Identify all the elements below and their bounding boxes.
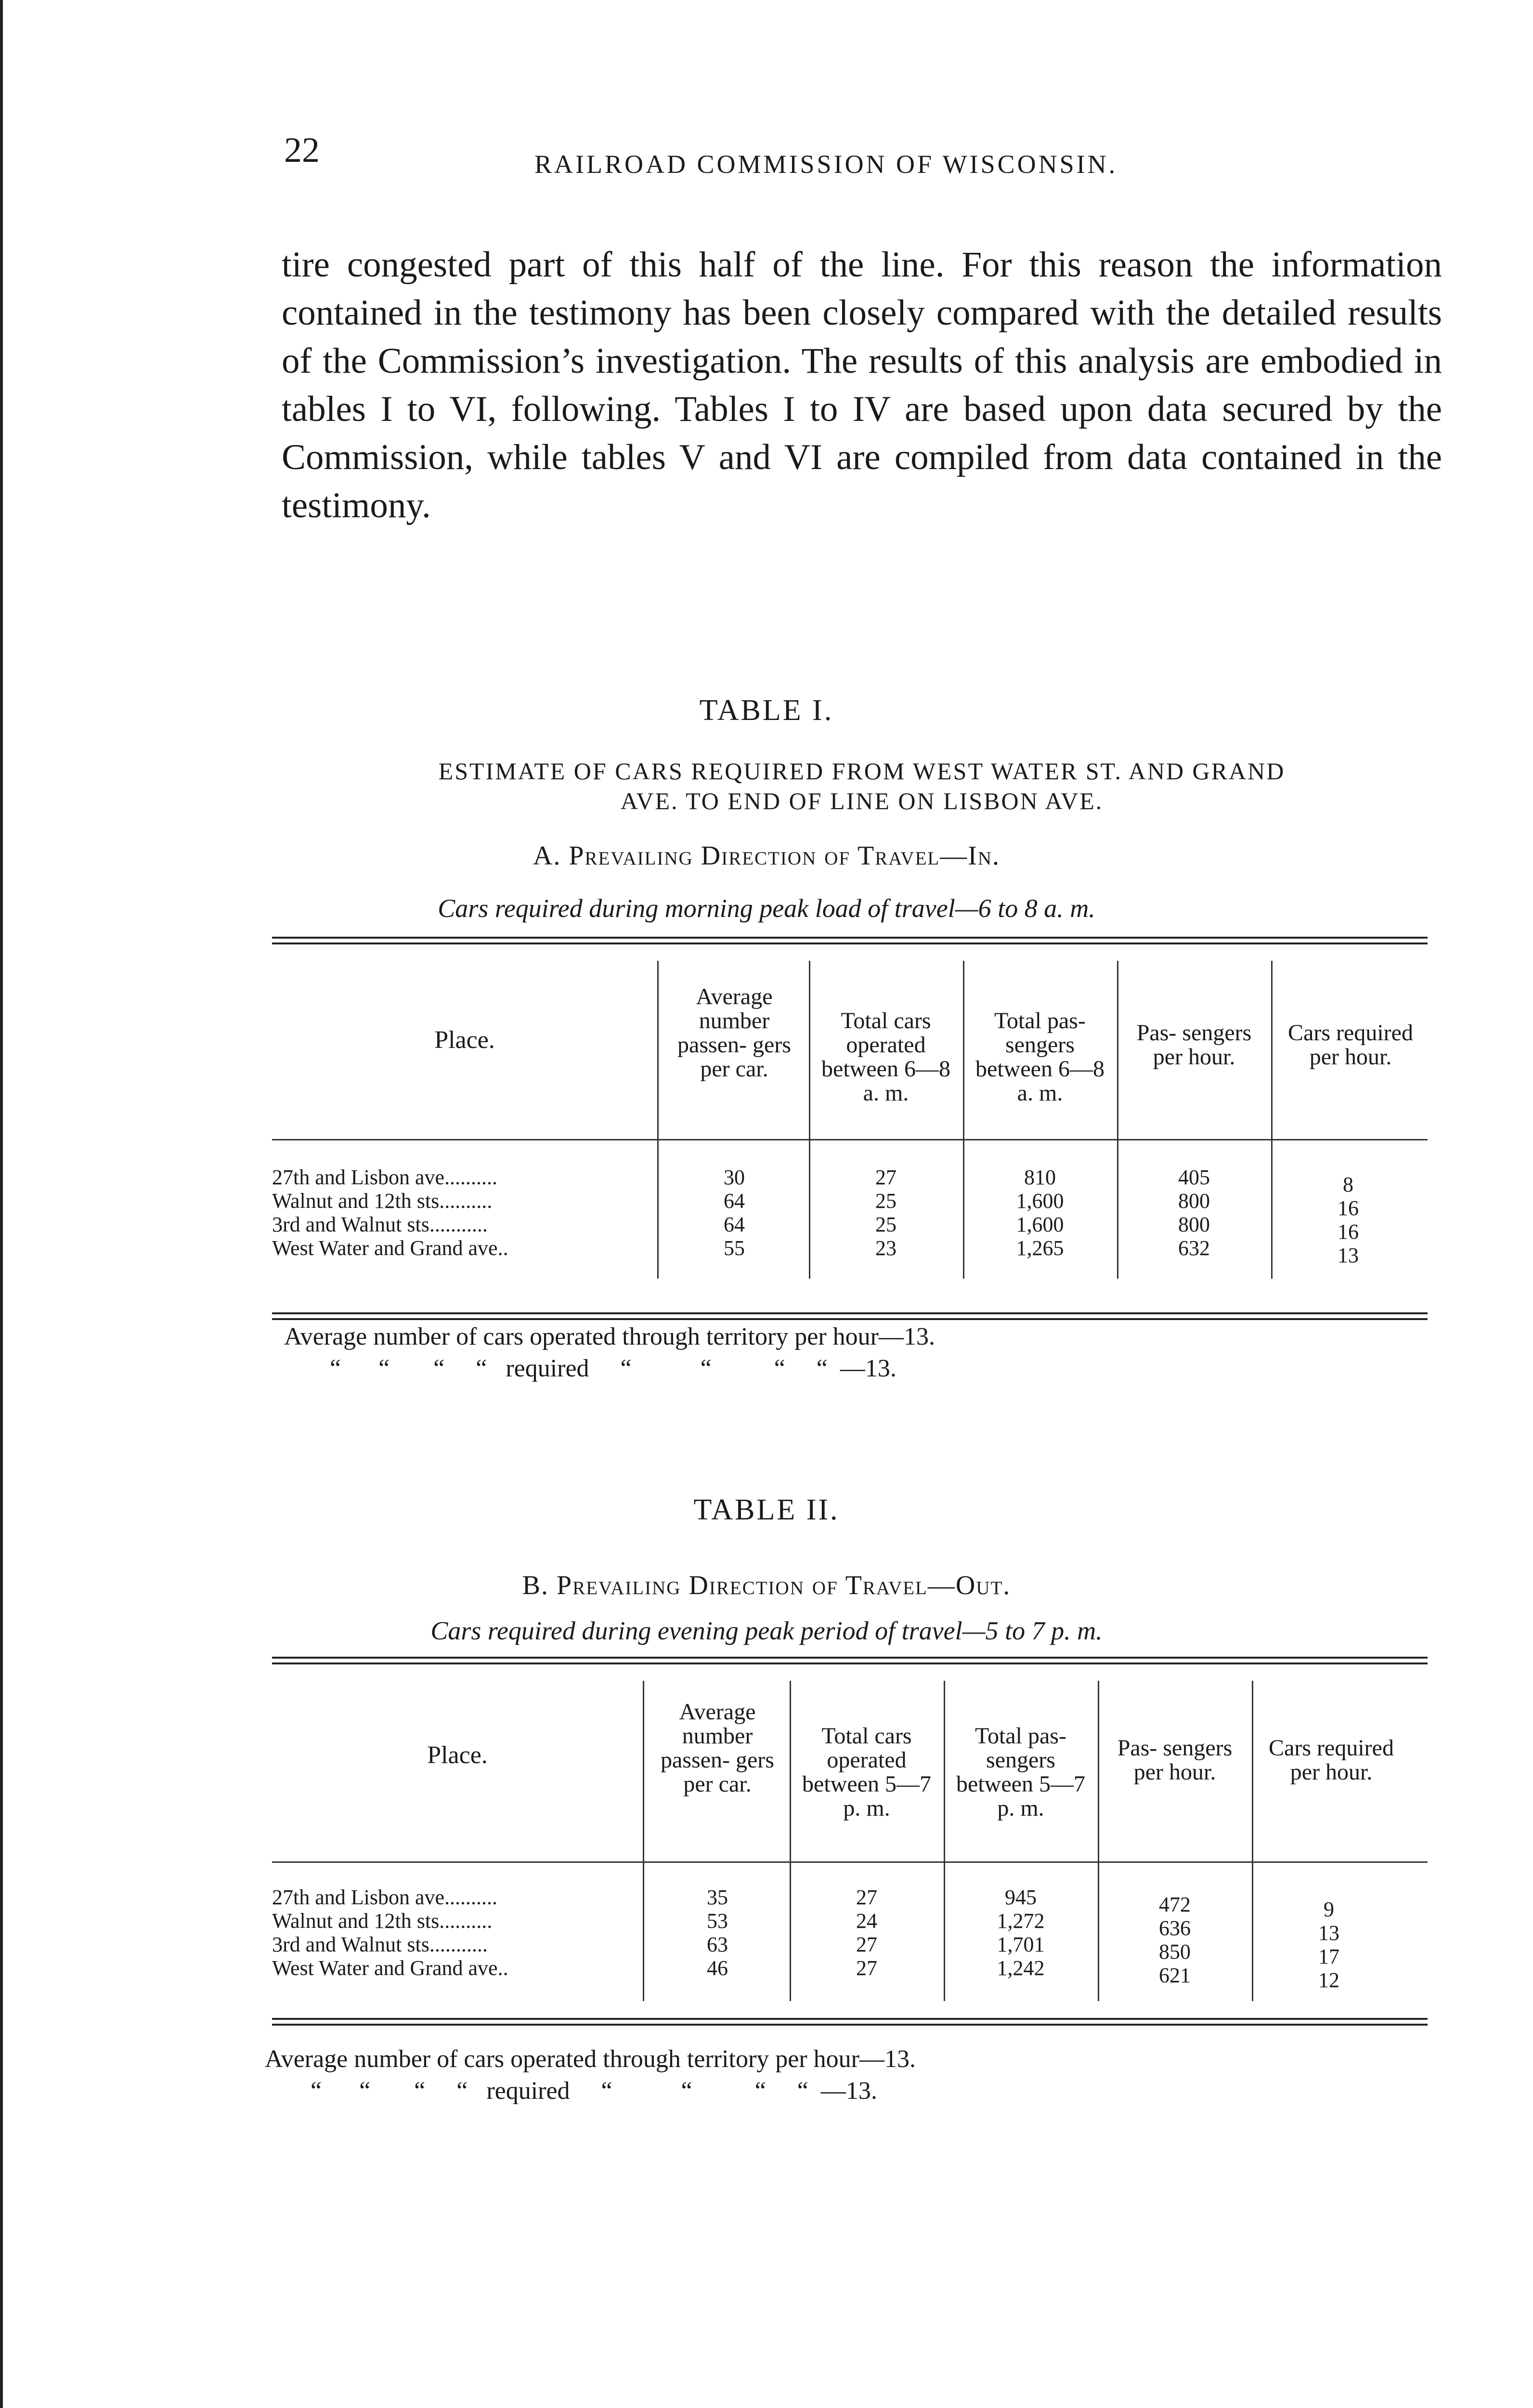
table1-caption-line2: AVE. TO END OF LINE ON LISBON AVE. xyxy=(620,787,1104,814)
table1-col-cars-hour: Cars required per hour. xyxy=(1288,1020,1413,1070)
table1-pass-hour: 405 xyxy=(1178,1165,1210,1189)
table1-col-place: Place. xyxy=(434,1026,495,1054)
table2-cars-hour: 9 xyxy=(1324,1898,1334,1921)
table2-cars-hour: 12 xyxy=(1318,1968,1339,1992)
table2-place: West Water and Grand ave.. xyxy=(272,1956,508,1980)
table1-caption xyxy=(284,756,1440,816)
table2-place: 27th and Lisbon ave.......... xyxy=(272,1885,498,1909)
table1-pass-hour: 800 xyxy=(1178,1213,1210,1236)
table1-total-pass: 810 xyxy=(1024,1165,1056,1189)
table1-total-cars: 25 xyxy=(875,1189,896,1213)
table2-avg: 63 xyxy=(707,1933,728,1956)
table1-divider xyxy=(1117,961,1118,1279)
table2-header-rule xyxy=(272,1861,1428,1863)
table2-col-pass-hour: Pas- sengers per hour. xyxy=(1117,1735,1233,1785)
table1-cars-hour: 13 xyxy=(1338,1243,1359,1267)
table2-pass-hour: 472 xyxy=(1159,1893,1191,1916)
table2-col-avg: Average number passen- gers per car. xyxy=(661,1699,774,1797)
table1-divider xyxy=(963,961,964,1279)
table1-col-total-pass: Total pas- sengers between 6—8 a. m. xyxy=(975,1008,1104,1106)
table1-col-avg: Average number passen- gers per car. xyxy=(677,984,791,1082)
table1-total-cars: 25 xyxy=(875,1213,896,1236)
table2-italic-caption: Cars required during evening peak period of travel—5 to 7 p. m. xyxy=(430,1616,1103,1645)
table2-total-cars: 27 xyxy=(856,1885,877,1909)
table2-total-pass: 1,242 xyxy=(997,1956,1045,1980)
table2-subhead-letter: B. xyxy=(522,1570,549,1600)
table1 xyxy=(272,937,1428,1336)
table2-avg: 35 xyxy=(707,1885,728,1909)
page-number: 22 xyxy=(284,131,320,170)
table2-total-cars: 27 xyxy=(856,1933,877,1956)
table1-col-pass-hour: Pas- sengers per hour. xyxy=(1136,1020,1252,1070)
table1-total-pass: 1,265 xyxy=(1016,1236,1064,1260)
page-header xyxy=(284,130,1440,193)
table2-subhead xyxy=(0,1570,1533,1601)
table2-avg: 46 xyxy=(707,1956,728,1980)
table2-col-place: Place. xyxy=(427,1741,488,1769)
table2-col-cars-hour: Cars required per hour. xyxy=(1269,1735,1394,1785)
table2-place: 3rd and Walnut sts........... xyxy=(272,1933,488,1956)
table2-avg-line1: Average number of cars operated through territory per hour—13. xyxy=(265,2045,916,2073)
table1-avg-line1: Average number of cars operated through territory per hour—13. xyxy=(284,1323,935,1350)
table2-col-total-pass: Total pas- sengers between 5—7 p. m. xyxy=(956,1723,1085,1821)
table2-place: Walnut and 12th sts.......... xyxy=(272,1909,493,1933)
table2-total-pass: 1,701 xyxy=(997,1933,1045,1956)
table1-total-cars: 27 xyxy=(875,1165,896,1189)
table2-avg: 53 xyxy=(707,1909,728,1933)
table1-title: TABLE I. xyxy=(699,694,834,727)
table1-col-total-cars: Total cars operated between 6—8 a. m. xyxy=(821,1008,950,1106)
table1-italic-caption: Cars required during morning peak load of travel—6 to 8 a. m. xyxy=(438,894,1095,923)
table1-header-rule xyxy=(272,1139,1428,1140)
table1-divider xyxy=(657,961,659,1279)
table2-pass-hour: 636 xyxy=(1159,1916,1191,1940)
table1-divider xyxy=(1271,961,1273,1279)
running-head: RAILROAD COMMISSION OF WISCONSIN. xyxy=(534,150,1118,179)
table2-pass-hour: 850 xyxy=(1159,1940,1191,1963)
table1-cars-hour: 8 xyxy=(1343,1173,1353,1196)
table1-top-rule xyxy=(272,937,1428,944)
table1-avg-line2: “ “ “ “ required “ “ “ “ —13. xyxy=(330,1355,896,1382)
table2-subhead-text: Prevailing Direction of Travel—Out. xyxy=(557,1570,1011,1600)
table1-place: West Water and Grand ave.. xyxy=(272,1236,508,1260)
table1-divider xyxy=(809,961,810,1279)
table1-avg: 55 xyxy=(724,1236,745,1260)
table2-averages xyxy=(265,2042,1440,2119)
table2-avg-line2: “ “ “ “ required “ “ “ “ —13. xyxy=(311,2077,877,2105)
table1-subhead xyxy=(0,840,1533,871)
table2-total-pass: 945 xyxy=(1005,1885,1037,1909)
table2-col-total-cars: Total cars operated between 5—7 p. m. xyxy=(802,1723,931,1821)
table2-divider xyxy=(790,1681,791,2001)
table1-avg: 30 xyxy=(724,1165,745,1189)
table2-total-pass: 1,272 xyxy=(997,1909,1045,1933)
table1-avg: 64 xyxy=(724,1213,745,1236)
table1-subhead-text: Prevailing Direction of Travel—In. xyxy=(569,841,1000,871)
table2-top-rule xyxy=(272,1657,1428,1664)
table1-pass-hour: 632 xyxy=(1178,1236,1210,1260)
scan-edge-left xyxy=(0,0,3,2408)
table2-bottom-rule xyxy=(272,2018,1428,2026)
body-paragraph xyxy=(282,241,1442,530)
table2-divider xyxy=(1252,1681,1253,2001)
table2-divider xyxy=(944,1681,945,2001)
table1-total-pass: 1,600 xyxy=(1016,1213,1064,1236)
table2-pass-hour: 621 xyxy=(1159,1963,1191,1987)
table1-place: 3rd and Walnut sts........... xyxy=(272,1213,488,1236)
table2-title: TABLE II. xyxy=(693,1493,840,1526)
table2-divider xyxy=(1098,1681,1099,2001)
table2-total-cars: 27 xyxy=(856,1956,877,1980)
table1-caption-line1: ESTIMATE OF CARS REQUIRED FROM WEST WATER ST. AND GRAND xyxy=(438,758,1286,785)
table1-averages xyxy=(284,1320,1440,1397)
table1-cars-hour: 16 xyxy=(1338,1220,1359,1243)
table1-place: Walnut and 12th sts.......... xyxy=(272,1189,493,1213)
table1-avg: 64 xyxy=(724,1189,745,1213)
table1-pass-hour: 800 xyxy=(1178,1189,1210,1213)
body-paragraph-text: tire congested part of this half of the line. For this reason the information contained in the testimony has been closely compared with the detailed results of the Commission’s investigation. The results of this analysis are embodied in tables I to VI, following. Tables I to IV are based upon data secured by the Commission, while tables V and VI are compiled from data contained in the testimony. xyxy=(282,245,1442,525)
table1-cars-hour: 16 xyxy=(1338,1196,1359,1220)
table1-total-cars: 23 xyxy=(875,1236,896,1260)
table2 xyxy=(272,1657,1428,2056)
table2-total-cars: 24 xyxy=(856,1909,877,1933)
table2-cars-hour: 17 xyxy=(1318,1945,1339,1968)
table1-total-pass: 1,600 xyxy=(1016,1189,1064,1213)
table2-cars-hour: 13 xyxy=(1318,1921,1339,1945)
table1-subhead-letter: A. xyxy=(533,841,561,871)
table1-place: 27th and Lisbon ave.......... xyxy=(272,1165,498,1189)
table1-bottom-rule xyxy=(272,1312,1428,1320)
